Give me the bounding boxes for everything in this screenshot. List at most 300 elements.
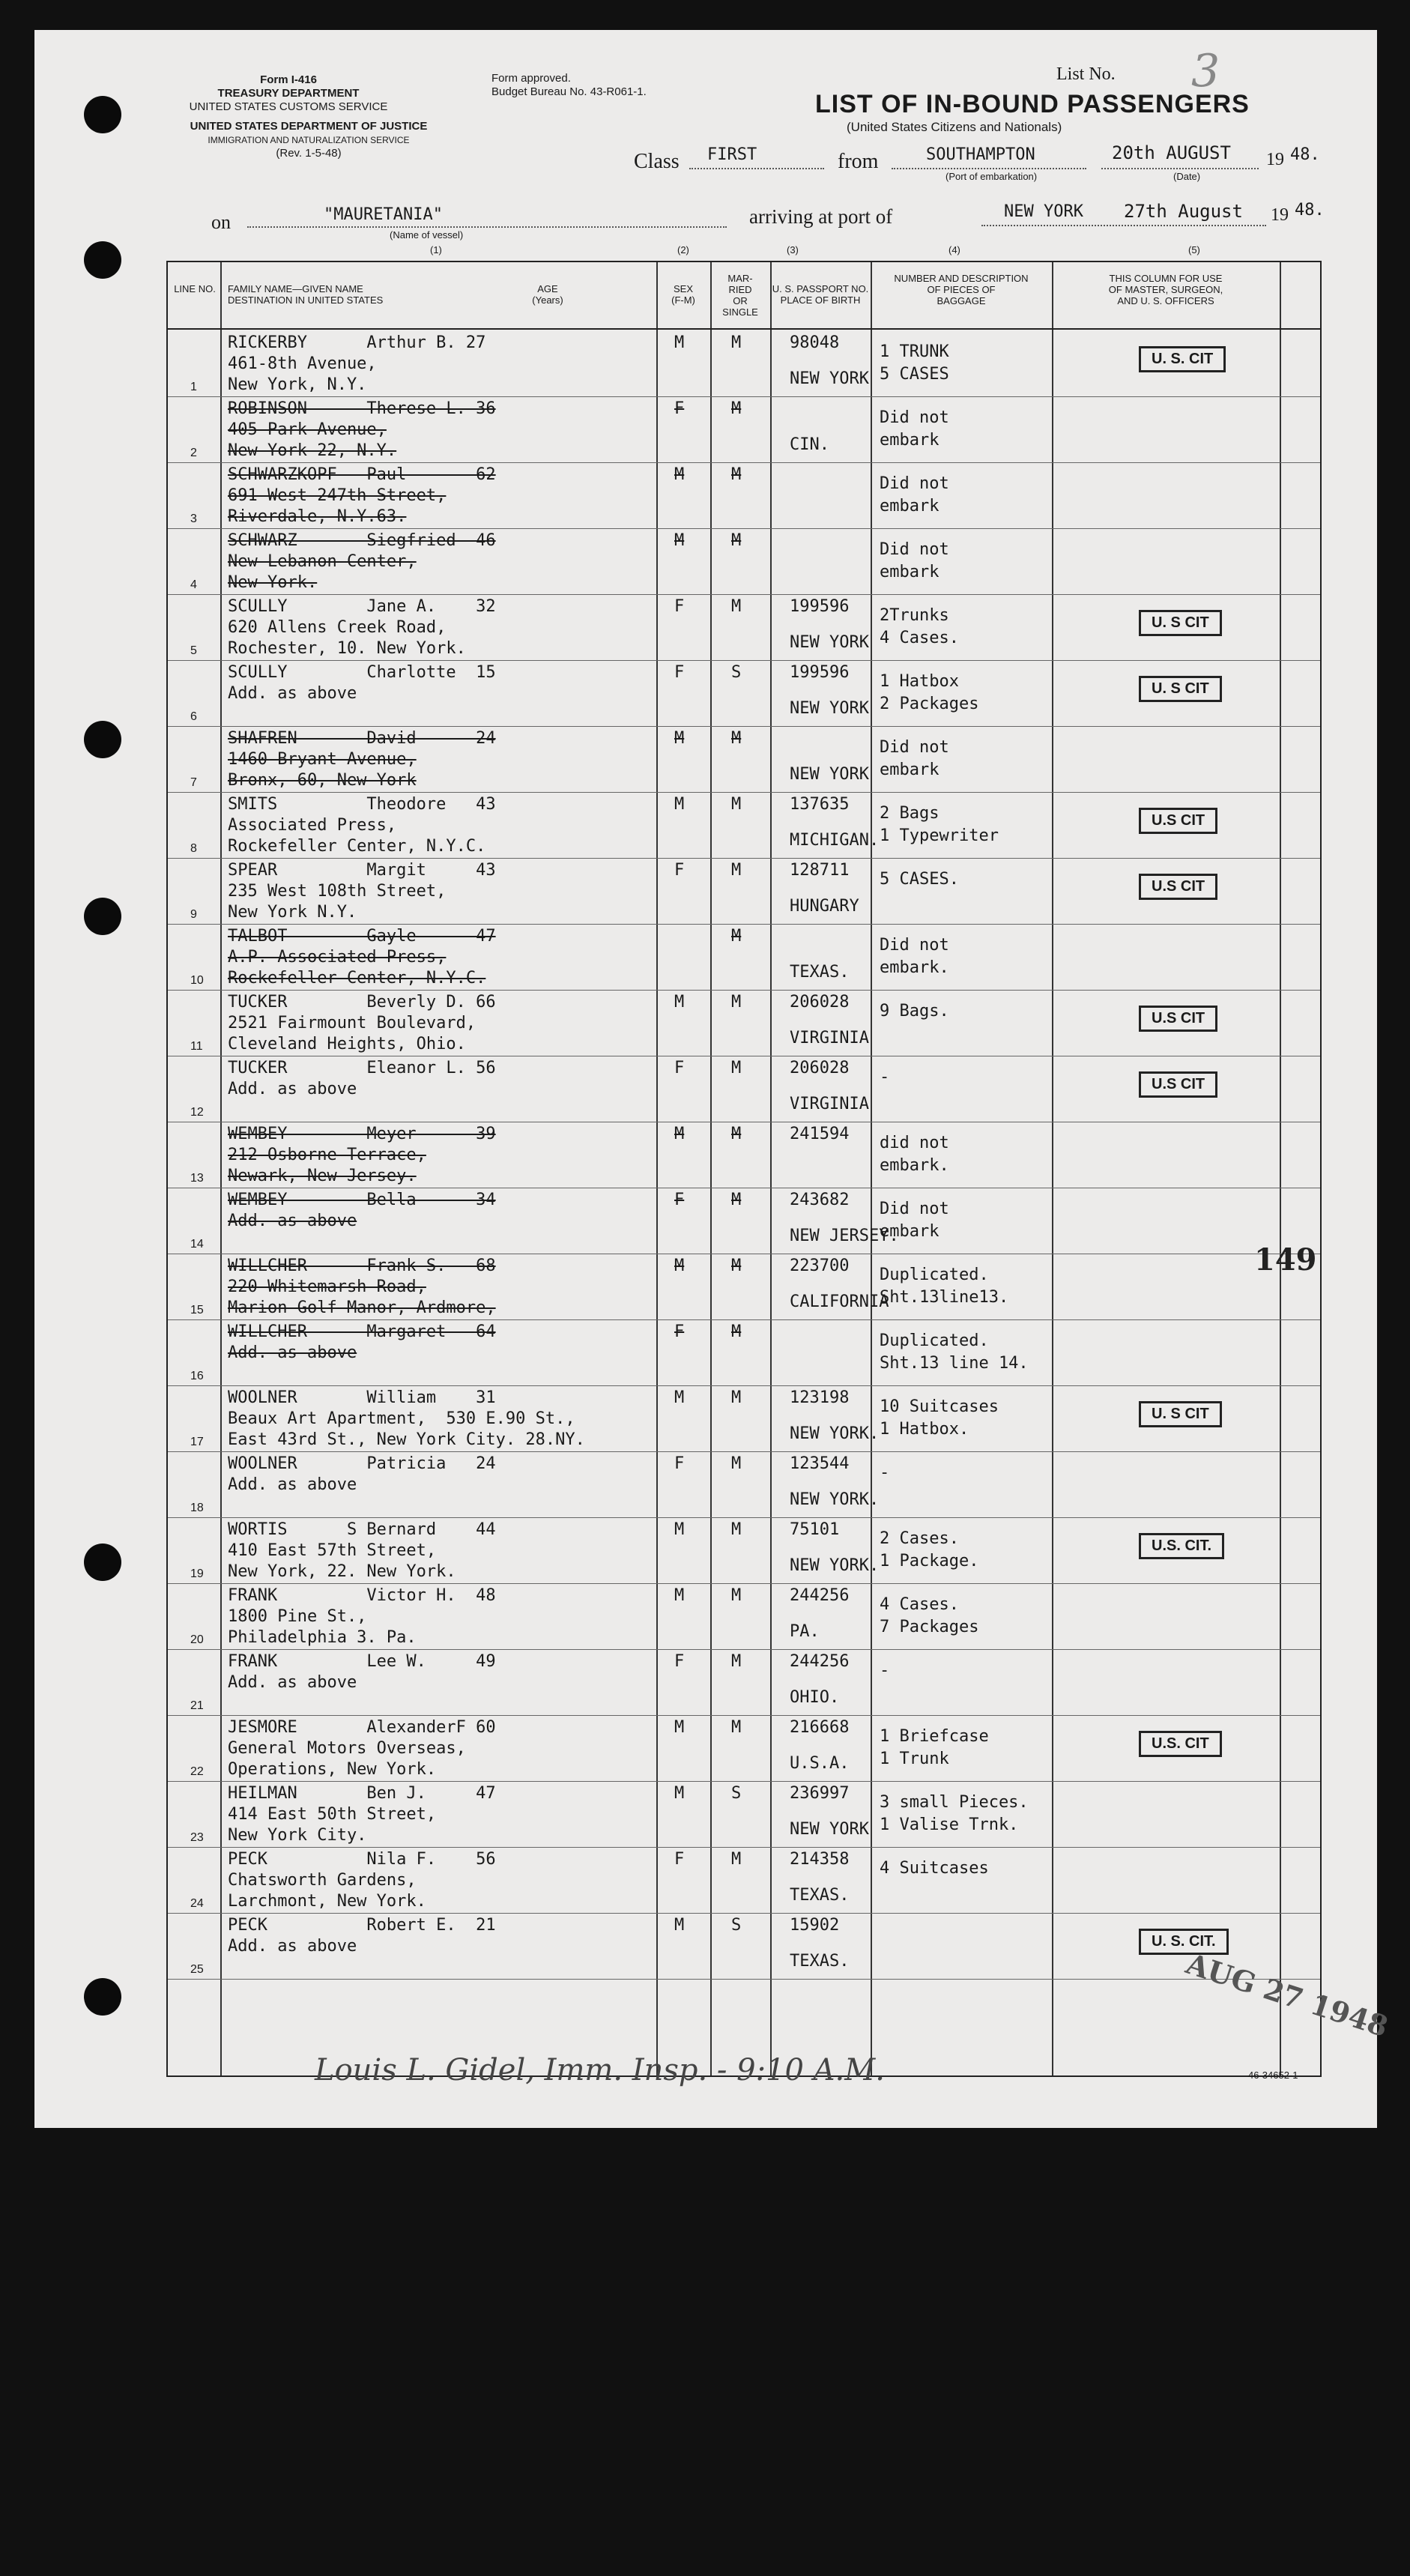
form-approved: Form approved. (491, 72, 571, 85)
address-line-1: 212 Osborne Terrace, (228, 1146, 426, 1164)
sex-value: M (674, 1520, 685, 1539)
form-id-block (172, 73, 405, 114)
baggage-line-2: Sht.13line13. (880, 1288, 1009, 1307)
passenger-name-line: WOOLNER Patricia 24 (228, 1454, 496, 1473)
sex-value: F (674, 597, 685, 616)
customs-service: UNITED STATES CUSTOMS SERVICE (189, 100, 388, 113)
table-row (168, 1122, 1320, 1188)
marital-status: M (731, 531, 742, 550)
address-line-1: 2521 Fairmount Boulevard, (228, 1014, 476, 1032)
place-of-birth: PA. (790, 1622, 820, 1641)
line-number: 21 (190, 1699, 204, 1712)
baggage-line-1: 2 Cases. (880, 1529, 959, 1548)
place-of-birth: CALIFORNIA (790, 1292, 889, 1311)
year-prefix: 19 (1266, 150, 1284, 169)
sex-value: F (674, 663, 685, 682)
table-row (168, 991, 1320, 1056)
passenger-name-line: WORTIS S Bernard 44 (228, 1520, 496, 1539)
address-line-1: General Motors Overseas, (228, 1739, 466, 1758)
table-row (168, 529, 1320, 595)
passport-number: 214358 (790, 1850, 850, 1869)
marital-status: M (731, 1652, 742, 1671)
place-of-birth: NEW YORK. (790, 1556, 880, 1575)
us-citizen-stamp: U. S CIT (1139, 1401, 1222, 1427)
baggage-line-1: Did not (880, 738, 949, 757)
vessel-underline (247, 226, 727, 228)
sex-value: F (674, 1322, 685, 1341)
address-line-1: Associated Press, (228, 816, 397, 835)
passport-number: 75101 (790, 1520, 840, 1539)
baggage-line-2: 5 CASES (880, 365, 949, 384)
date-underline (1101, 168, 1259, 169)
address-line-1: Add. as above (228, 684, 357, 703)
arrival-underline (981, 225, 1266, 226)
port-caption: (Port of embarkation) (945, 171, 1038, 182)
address-line-1: Add. as above (228, 1212, 357, 1230)
baggage-line-2: 2 Packages (880, 695, 979, 713)
date-stamp: AUG 27 1948 (1181, 1946, 1393, 2044)
justice-dept: UNITED STATES DEPARTMENT OF JUSTICE (190, 120, 428, 133)
baggage-line-1: - (880, 1463, 890, 1482)
baggage-line-1: - (880, 1068, 890, 1086)
passport-number: 199596 (790, 597, 850, 616)
arrival-year: 48. (1295, 201, 1325, 220)
address-line-2: Rochester, 10. New York. (228, 639, 466, 658)
address-line-1: 405 Park Avenue, (228, 420, 387, 439)
header-baggage: NUMBER AND DESCRIPTION OF PIECES OF BAGGAGE (894, 273, 1029, 306)
line-number: 8 (190, 842, 197, 855)
place-of-birth: MICHIGAN. (790, 831, 880, 850)
address-line-2: New York 22, N.Y. (228, 441, 397, 460)
line-number: 7 (190, 776, 197, 789)
passport-number: 244256 (790, 1652, 850, 1671)
marital-status: M (731, 1850, 742, 1869)
baggage-line-1: 4 Cases. (880, 1595, 959, 1614)
treasury-dept: TREASURY DEPARTMENT (217, 87, 360, 100)
on-label: on (211, 211, 231, 233)
marital-status: M (731, 597, 742, 616)
baggage-line-2: embark. (880, 958, 949, 977)
address-line-1: 410 East 57th Street, (228, 1541, 437, 1560)
line-number: 18 (190, 1502, 204, 1514)
passenger-name-line: TALBOT Gayle 47 (228, 927, 496, 946)
place-of-birth: NEW YORK. (790, 1490, 880, 1509)
list-no-label: List No. (1056, 64, 1116, 84)
line-number: 2 (190, 447, 197, 459)
passport-number: 244256 (790, 1586, 850, 1605)
table-row (168, 1584, 1320, 1650)
marital-status: S (731, 1784, 742, 1803)
passport-number: 199596 (790, 663, 850, 682)
passenger-name-line: SHAFREN David 24 (228, 729, 496, 748)
from-value: SOUTHAMPTON (926, 145, 1035, 164)
address-line-1: 235 West 108th Street, (228, 882, 447, 901)
address-line-1: New Lebanon Center, (228, 552, 417, 571)
table-row (168, 331, 1320, 397)
passenger-name-line: ROBINSON Therese L. 36 (228, 399, 496, 418)
passenger-name-line: SCULLY Charlotte 15 (228, 663, 496, 682)
corner-code: 46-34652-1 (1248, 2069, 1298, 2081)
table-row (168, 1254, 1320, 1320)
marital-status: M (731, 729, 742, 748)
address-line-2: Operations, New York. (228, 1760, 437, 1779)
year-value: 48. (1290, 145, 1320, 164)
passenger-table (166, 261, 1322, 2077)
place-of-birth: VIRGINIA (790, 1029, 869, 1047)
passenger-name-line: SCHWARZKOPF Paul 62 (228, 465, 496, 484)
line-number: 22 (190, 1765, 204, 1778)
passenger-name-line: WEMBEY Meyer 39 (228, 1125, 496, 1143)
page-title: LIST OF IN-BOUND PASSENGERS (815, 90, 1250, 118)
arriving-label: arriving at port of (749, 205, 893, 228)
marital-status: M (731, 927, 742, 946)
arrival-date: 27th August (1124, 201, 1243, 222)
baggage-line-2: 7 Packages (880, 1618, 979, 1636)
sex-value: M (674, 333, 685, 352)
list-no-value: 3 (1191, 45, 1220, 97)
address-line-2: Larchmont, New York. (228, 1892, 426, 1911)
place-of-birth: NEW YORK (790, 699, 869, 718)
line-number: 16 (190, 1370, 204, 1382)
header-rule (168, 328, 1320, 330)
address-line-2: Newark, New Jersey. (228, 1167, 417, 1185)
ins-service: IMMIGRATION AND NATURALIZATION SERVICE (208, 135, 410, 145)
place-of-birth: TEXAS. (790, 1952, 850, 1971)
binder-hole (84, 96, 121, 133)
marital-status: M (731, 1322, 742, 1341)
binder-hole (84, 721, 121, 758)
us-citizen-stamp: U.S CIT (1139, 874, 1217, 900)
sex-value: M (674, 465, 685, 484)
table-row (168, 1188, 1320, 1254)
address-line-1: Add. as above (228, 1937, 357, 1956)
passport-number: 216668 (790, 1718, 850, 1737)
baggage-line-1: 10 Suitcases (880, 1397, 999, 1416)
address-line-1: Add. as above (228, 1475, 357, 1494)
passport-number: 15902 (790, 1916, 840, 1935)
place-of-birth: TEXAS. (790, 1886, 850, 1905)
passport-number: 241594 (790, 1125, 850, 1143)
sex-value: M (674, 1784, 685, 1803)
baggage-line-1: Duplicated. (880, 1331, 989, 1350)
marital-status: M (731, 333, 742, 352)
sex-value: M (674, 531, 685, 550)
table-row (168, 727, 1320, 793)
sex-value: M (674, 1916, 685, 1935)
baggage-line-2: embark (880, 761, 940, 779)
line-number: 20 (190, 1633, 204, 1646)
sex-value: F (674, 1191, 685, 1209)
page-subtitle: (United States Citizens and Nationals) (847, 120, 1062, 134)
passport-number: 243682 (790, 1191, 850, 1209)
address-line-1: A.P. Associated Press, (228, 948, 447, 967)
table-row (168, 1848, 1320, 1914)
marital-status: M (731, 1388, 742, 1407)
baggage-line-1: 2 Bags (880, 804, 940, 823)
passenger-name-line: WOOLNER William 31 (228, 1388, 496, 1407)
address-line-2: East 43rd St., New York City. 28.NY. (228, 1430, 585, 1449)
address-line-1: 1800 Pine St., (228, 1607, 367, 1626)
baggage-line-2: embark (880, 1222, 940, 1241)
place-of-birth: NEW YORK (790, 765, 869, 784)
passport-number: 128711 (790, 861, 850, 880)
baggage-line-1: 1 TRUNK (880, 342, 949, 361)
address-line-1: Chatsworth Gardens, (228, 1871, 417, 1890)
sex-value: F (674, 1059, 685, 1077)
address-line-2: Bronx, 60, New York (228, 771, 417, 790)
marital-status: M (731, 1718, 742, 1737)
baggage-line-2: embark (880, 431, 940, 450)
baggage-line-1: 1 Hatbox (880, 672, 959, 691)
baggage-line-1: Did not (880, 408, 949, 427)
marital-status: S (731, 1916, 742, 1935)
marital-status: M (731, 1454, 742, 1473)
baggage-line-1: 9 Bags. (880, 1002, 949, 1021)
line-number: 3 (190, 513, 197, 525)
baggage-line-1: Did not (880, 1200, 949, 1218)
line-number: 10 (190, 974, 204, 987)
marital-status: S (731, 663, 742, 682)
line-number: 12 (190, 1106, 204, 1119)
baggage-line-1: Did not (880, 474, 949, 493)
us-citizen-stamp: U.S CIT (1139, 1071, 1217, 1098)
passenger-name-line: WILLCHER Frank S. 68 (228, 1257, 496, 1275)
baggage-line-1: Did not (880, 936, 949, 955)
address-line-1: Beaux Art Apartment, 530 E.90 St., (228, 1409, 575, 1428)
baggage-line-2: 4 Cases. (880, 629, 959, 647)
place-of-birth: NEW YORK (790, 369, 869, 388)
us-citizen-stamp: U.S. CIT. (1139, 1533, 1224, 1559)
line-number: 5 (190, 644, 197, 657)
baggage-line-2: embark (880, 563, 940, 581)
baggage-line-2: 1 Trunk (880, 1750, 949, 1768)
class-underline (689, 168, 824, 169)
header-name: FAMILY NAME—GIVEN NAME DESTINATION IN UNITED STATES (228, 283, 384, 306)
date-value: 20th AUGUST (1112, 142, 1231, 163)
address-line-1: Add. as above (228, 1080, 357, 1098)
marital-status: M (731, 795, 742, 814)
from-label: from (838, 150, 879, 173)
us-citizen-stamp: U. S. CIT. (1139, 1929, 1229, 1955)
col-num-3: (3) (787, 244, 799, 256)
line-number: 15 (190, 1304, 204, 1316)
passenger-name-line: WEMBEY Bella 34 (228, 1191, 496, 1209)
header-passport: U. S. PASSPORT NO. PLACE OF BIRTH (772, 283, 869, 306)
passenger-name-line: WILLCHER Margaret 64 (228, 1322, 496, 1341)
baggage-line-2: embark. (880, 1156, 949, 1175)
handwritten-number: 149 (1254, 1242, 1317, 1278)
place-of-birth: NEW YORK (790, 1820, 869, 1839)
table-row (168, 397, 1320, 463)
address-line-2: Philadelphia 3. Pa. (228, 1628, 417, 1647)
baggage-line-1: 2Trunks (880, 606, 949, 625)
col-num-4: (4) (948, 244, 960, 256)
sex-value: M (674, 795, 685, 814)
address-line-2: New York, N.Y. (228, 375, 367, 394)
passport-number: 206028 (790, 993, 850, 1012)
passenger-name-line: SMITS Theodore 43 (228, 795, 496, 814)
passenger-name-line: SCHWARZ Siegfried 46 (228, 531, 496, 550)
col-num-5: (5) (1188, 244, 1200, 256)
vessel-caption: (Name of vessel) (390, 229, 464, 241)
header-line-no: LINE NO. (174, 283, 216, 294)
justice-block (159, 120, 459, 160)
passenger-name-line: TUCKER Eleanor L. 56 (228, 1059, 496, 1077)
place-of-birth: VIRGINIA (790, 1095, 869, 1113)
baggage-line-1: Did not (880, 540, 949, 559)
binder-hole (84, 241, 121, 279)
address-line-2: Rockefeller Center, N.Y.C. (228, 969, 486, 988)
passenger-name-line: PECK Nila F. 56 (228, 1850, 496, 1869)
us-citizen-stamp: U. S CIT (1139, 676, 1222, 702)
baggage-line-1: 4 Suitcases (880, 1859, 989, 1878)
place-of-birth: NEW JERSEY. (790, 1227, 899, 1245)
us-citizen-stamp: U. S CIT (1139, 610, 1222, 636)
table-row (168, 1056, 1320, 1122)
form-number: Form I-416 (260, 73, 317, 86)
address-line-2: New York N.Y. (228, 903, 357, 922)
header-age: AGE (Years) (532, 283, 563, 306)
table-row (168, 1518, 1320, 1584)
table-row (168, 661, 1320, 727)
baggage-line-1: did not (880, 1134, 949, 1152)
header-married: MAR- RIED OR SINGLE (722, 273, 758, 318)
passenger-name-line: FRANK Victor H. 48 (228, 1586, 496, 1605)
sex-value: F (674, 399, 685, 418)
line-number: 4 (190, 578, 197, 591)
passenger-name-line: JESMORE AlexanderF 60 (228, 1718, 496, 1737)
place-of-birth: NEW YORK. (790, 1424, 880, 1443)
sex-value: M (674, 1257, 685, 1275)
line-number: 1 (190, 381, 197, 393)
table-row (168, 1650, 1320, 1716)
baggage-line-2: Sht.13 line 14. (880, 1354, 1029, 1373)
address-line-1: Add. as above (228, 1343, 357, 1362)
marital-status: M (731, 993, 742, 1012)
passenger-name-line: HEILMAN Ben J. 47 (228, 1784, 496, 1803)
arrival-port: NEW YORK (1004, 202, 1083, 221)
marital-status: M (731, 1586, 742, 1605)
sex-value: F (674, 1652, 685, 1671)
place-of-birth: HUNGARY (790, 897, 859, 916)
us-citizen-stamp: U.S. CIT (1139, 1731, 1222, 1757)
baggage-line-1: Duplicated. (880, 1266, 989, 1284)
table-row (168, 1716, 1320, 1782)
address-line-1: 414 East 50th Street, (228, 1805, 437, 1824)
marital-status: M (731, 1191, 742, 1209)
address-line-1: 461-8th Avenue, (228, 354, 377, 373)
address-line-2: Riverdale, N.Y.63. (228, 507, 407, 526)
table-row (168, 1782, 1320, 1848)
address-line-1: 620 Allens Creek Road, (228, 618, 447, 637)
sex-value: M (674, 1718, 685, 1737)
marital-status: M (731, 1257, 742, 1275)
passport-number: 123198 (790, 1388, 850, 1407)
header-sex: SEX (F-M) (671, 283, 695, 306)
binder-hole (84, 1544, 121, 1581)
line-number: 23 (190, 1831, 204, 1844)
marital-status: M (731, 465, 742, 484)
line-number: 11 (190, 1040, 203, 1053)
table-row (168, 1914, 1320, 1980)
baggage-line-2: embark (880, 497, 940, 515)
passport-number: 223700 (790, 1257, 850, 1275)
class-label: Class (634, 150, 680, 173)
table-row (168, 1452, 1320, 1518)
line-number: 6 (190, 710, 197, 723)
place-of-birth: U.S.A. (790, 1754, 850, 1773)
baggage-line-2: 1 Package. (880, 1552, 979, 1570)
table-row (168, 925, 1320, 991)
baggage-line-2: 1 Valise Trnk. (880, 1815, 1019, 1834)
from-underline (892, 168, 1086, 169)
passenger-name-line: TUCKER Beverly D. 66 (228, 993, 496, 1012)
passport-number: 123544 (790, 1454, 850, 1473)
line-number: 9 (190, 908, 197, 921)
baggage-line-1: 5 CASES. (880, 870, 959, 889)
sex-value: M (674, 993, 685, 1012)
inspector-signature: Louis L. Gidel, Imm. Insp. - 9:10 A.M. (315, 2053, 885, 2087)
baggage-line-1: 3 small Pieces. (880, 1793, 1029, 1812)
vessel-col-num: (1) (430, 244, 442, 256)
passenger-name-line: SCULLY Jane A. 32 (228, 597, 496, 616)
address-line-2: Marion Golf Manor, Ardmore, (228, 1298, 496, 1317)
address-line-1: 691 West 247th Street, (228, 486, 447, 505)
place-of-birth: OHIO. (790, 1688, 840, 1707)
address-line-2: New York. (228, 573, 318, 592)
date-caption: (Date) (1173, 171, 1201, 182)
baggage-line-1: - (880, 1661, 890, 1680)
table-row (168, 1386, 1320, 1452)
baggage-line-2: 1 Hatbox. (880, 1420, 969, 1439)
place-of-birth: TEXAS. (790, 963, 850, 982)
us-citizen-stamp: U.S CIT (1139, 1006, 1217, 1032)
table-row (168, 463, 1320, 529)
place-of-birth: NEW YORK (790, 633, 869, 652)
passport-number: 236997 (790, 1784, 850, 1803)
sex-value: F (674, 861, 685, 880)
class-value: FIRST (707, 145, 757, 164)
passenger-name-line: FRANK Lee W. 49 (228, 1652, 496, 1671)
sex-value: M (674, 1586, 685, 1605)
baggage-line-2: 1 Typewriter (880, 826, 999, 845)
address-line-2: Cleveland Heights, Ohio. (228, 1035, 466, 1053)
us-citizen-stamp: U. S. CIT (1139, 346, 1226, 372)
binder-hole (84, 1978, 121, 2016)
budget-bureau: Budget Bureau No. 43-R061-1. (491, 85, 647, 98)
passport-number: 206028 (790, 1059, 850, 1077)
address-line-2: New York, 22. New York. (228, 1562, 456, 1581)
row-rule (168, 1979, 1320, 1980)
address-line-1: Add. as above (228, 1673, 357, 1692)
address-line-1: 1460 Bryant Avenue, (228, 750, 417, 769)
passenger-name-line: RICKERBY Arthur B. 27 (228, 333, 486, 352)
passenger-name-line: PECK Robert E. 21 (228, 1916, 496, 1935)
address-line-2: Rockefeller Center, N.Y.C. (228, 837, 486, 856)
baggage-line-1: 1 Briefcase (880, 1727, 989, 1746)
passenger-name-line: SPEAR Margit 43 (228, 861, 496, 880)
marital-status: M (731, 1125, 742, 1143)
form-revision: (Rev. 1-5-48) (276, 147, 342, 160)
line-number: 24 (190, 1897, 204, 1910)
header-officers: THIS COLUMN FOR USE OF MASTER, SURGEON, AND U. S. OFFICERS (1108, 273, 1223, 306)
line-number: 17 (190, 1436, 204, 1448)
line-number: 25 (190, 1963, 204, 1976)
marital-status: M (731, 1520, 742, 1539)
address-line-2: New York City. (228, 1826, 367, 1845)
sex-value: M (674, 729, 685, 748)
us-citizen-stamp: U.S CIT (1139, 808, 1217, 834)
